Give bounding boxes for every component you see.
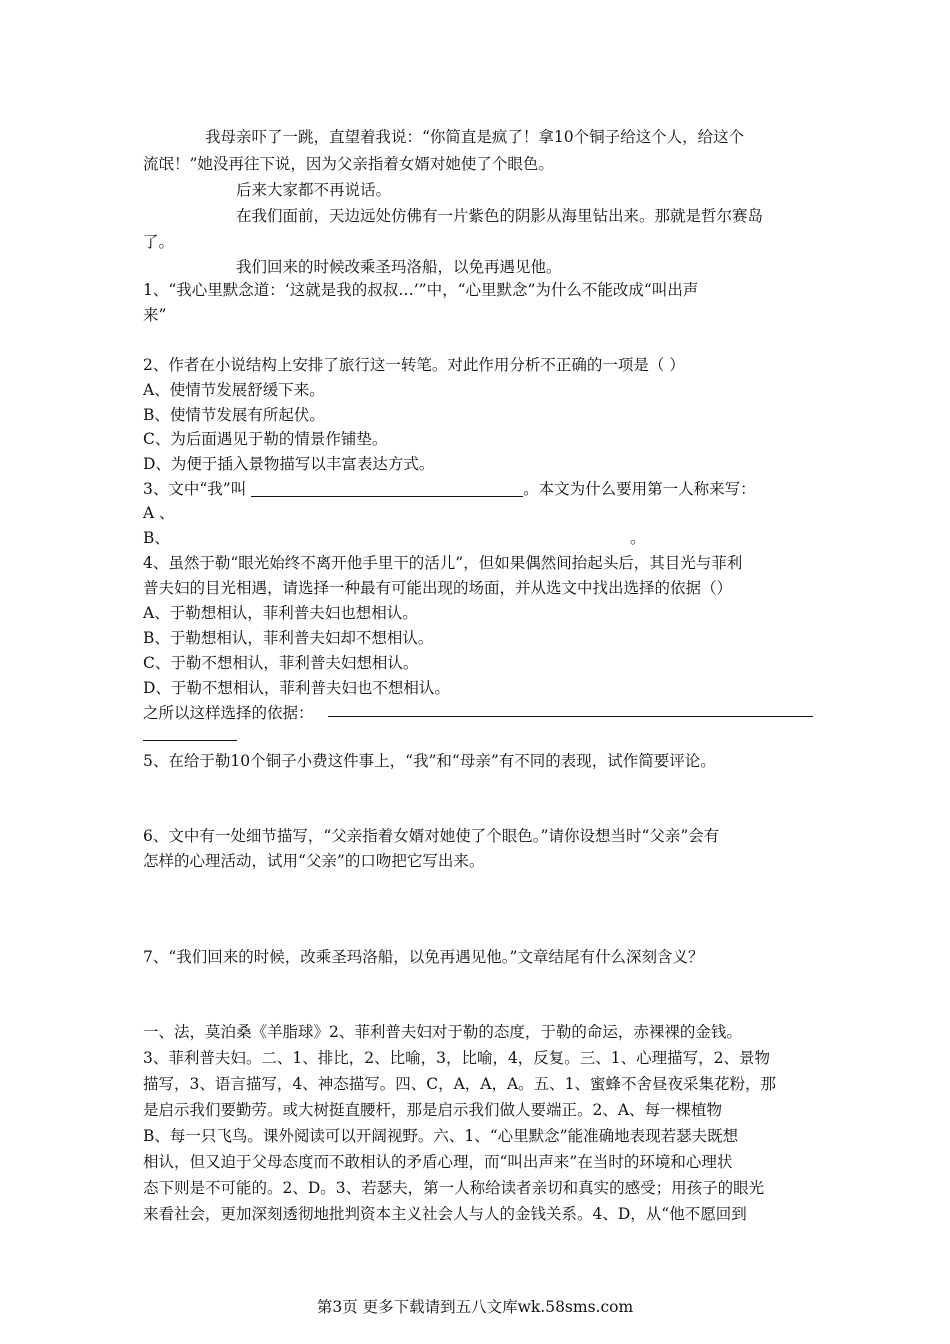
answers-line-3: 描写，3、语言描写，4、神态描写。四、C，A，A，A。五、1、蜜蜂不舍昼夜采集花粉，那 (143, 1075, 777, 1093)
passage-line-1: 我母亲吓了一跳，直望着我说：“你简直是疯了！拿10个铜子给这个人，给这个 (205, 128, 745, 146)
page-footer: 第3页 更多下载请到五八文库wk.58sms.com (316, 1298, 634, 1316)
passage-line-3: 后来大家都不再说话。 (236, 181, 392, 199)
question-1-line-1: 1、“我心里默念道：‘这就是我的叔叔…’”中，“心里默念”为什么不能改成“叫出声 (143, 281, 699, 299)
question-4-option-d: D、于勒不想相认，菲利普夫妇也不想相认。 (143, 679, 450, 697)
question-3-suffix: 。本文为什么要用第一人称来写： (523, 480, 756, 498)
answers-line-6: 相认，但又迫于父母态度而不敢相认的矛盾心理，而“叫出声来”在当时的环境和心理状 (143, 1153, 733, 1171)
question-4-basis-blank-continued[interactable] (143, 740, 237, 741)
question-3-prefix: 3、文中“我”叫 (143, 480, 247, 498)
question-4-option-c: C、于勒不想相认，菲利普夫妇想相认。 (143, 654, 419, 672)
question-3-line (143, 479, 756, 499)
answers-line-7: 态下则是不可能的。2、D。3、若瑟夫，第一人称给读者亲切和真实的感受；用孩子的眼光 (143, 1179, 765, 1197)
question-2-option-d: D、为便于插入景物描写以丰富表达方式。 (143, 455, 435, 473)
question-6-line-2: 怎样的心理活动，试用“父亲”的口吻把它写出来。 (143, 852, 485, 870)
question-4-basis-label: 之所以这样选择的依据： (143, 704, 314, 722)
question-3-option-a: A 、 (143, 504, 175, 522)
answers-line-1: 一、法，莫泊桑《羊脂球》2、菲利普夫妇对于勒的态度，于勒的命运，赤裸裸的金钱。 (143, 1023, 742, 1041)
question-2-option-b: B、使情节发展有所起伏。 (143, 406, 325, 424)
question-2-option-a: A、使情节发展舒缓下来。 (143, 381, 325, 399)
question-5: 5、在给于勒10个铜子小费这件事上，“我”和“母亲”有不同的表现，试作简要评论。 (143, 752, 716, 770)
passage-line-5: 了。 (143, 233, 175, 251)
answers-line-4: 是启示我们要勤劳。或大树挺直腰杆，那是启示我们做人要端正。2、A、每一棵植物 (143, 1101, 723, 1119)
question-3-option-b-end: 。 (630, 529, 646, 547)
question-1-line-2: 来” (143, 306, 167, 324)
question-2-option-c: C、为后面遇见于勒的情景作铺垫。 (143, 430, 388, 448)
question-4-line-1: 4、虽然于勒“眼光始终不离开他手里干的活儿”，但如果偶然间抬起头后，其目光与菲利 (143, 554, 743, 572)
question-4-basis-blank[interactable] (328, 716, 813, 717)
question-6-line-1: 6、文中有一处细节描写，“父亲指着女婿对她使了个眼色。”请你设想当时“父亲”会有 (143, 827, 720, 845)
question-7: 7、“我们回来的时候，改乘圣玛洛船，以免再遇见他。”文章结尾有什么深刻含义？ (143, 948, 704, 966)
answers-line-5: B、每一只飞鸟。课外阅读可以开阔视野。六、1、“心里默念”能准确地表现若瑟夫既想 (143, 1127, 739, 1145)
question-2-stem: 2、作者在小说结构上安排了旅行这一转笔。对此作用分析不正确的一项是（ ） (143, 356, 685, 374)
question-3-option-b: B、 (143, 529, 170, 547)
question-4-option-b: B、于勒想相认，菲利普夫妇却不想相认。 (143, 629, 434, 647)
answers-line-8: 来看社会，更加深刻透彻地批判资本主义社会人与人的金钱关系。4、D，从“他不愿回到 (143, 1205, 747, 1223)
passage-line-2: 流氓！”她没再往下说，因为父亲指着女婿对她使了个眼色。 (143, 155, 554, 173)
question-4-option-a: A、于勒想相认，菲利普夫妇也想相认。 (143, 604, 418, 622)
passage-line-6: 我们回来的时候改乘圣玛洛船，以免再遇见他。 (236, 258, 562, 276)
answers-line-2: 3、菲利普夫妇。二、1、排比，2、比喻，3，比喻，4，反复。三、1、心理描写，2、景物 (143, 1049, 771, 1067)
passage-line-4: 在我们面前，天边远处仿佛有一片紫色的阴影从海里钻出来。那就是哲尔赛岛 (236, 207, 764, 225)
question-3-answer-blank[interactable] (251, 480, 523, 497)
question-4-line-2: 普夫妇的目光相遇，请选择一种最有可能出现的场面，并从选文中找出选择的依据（） (143, 579, 733, 597)
